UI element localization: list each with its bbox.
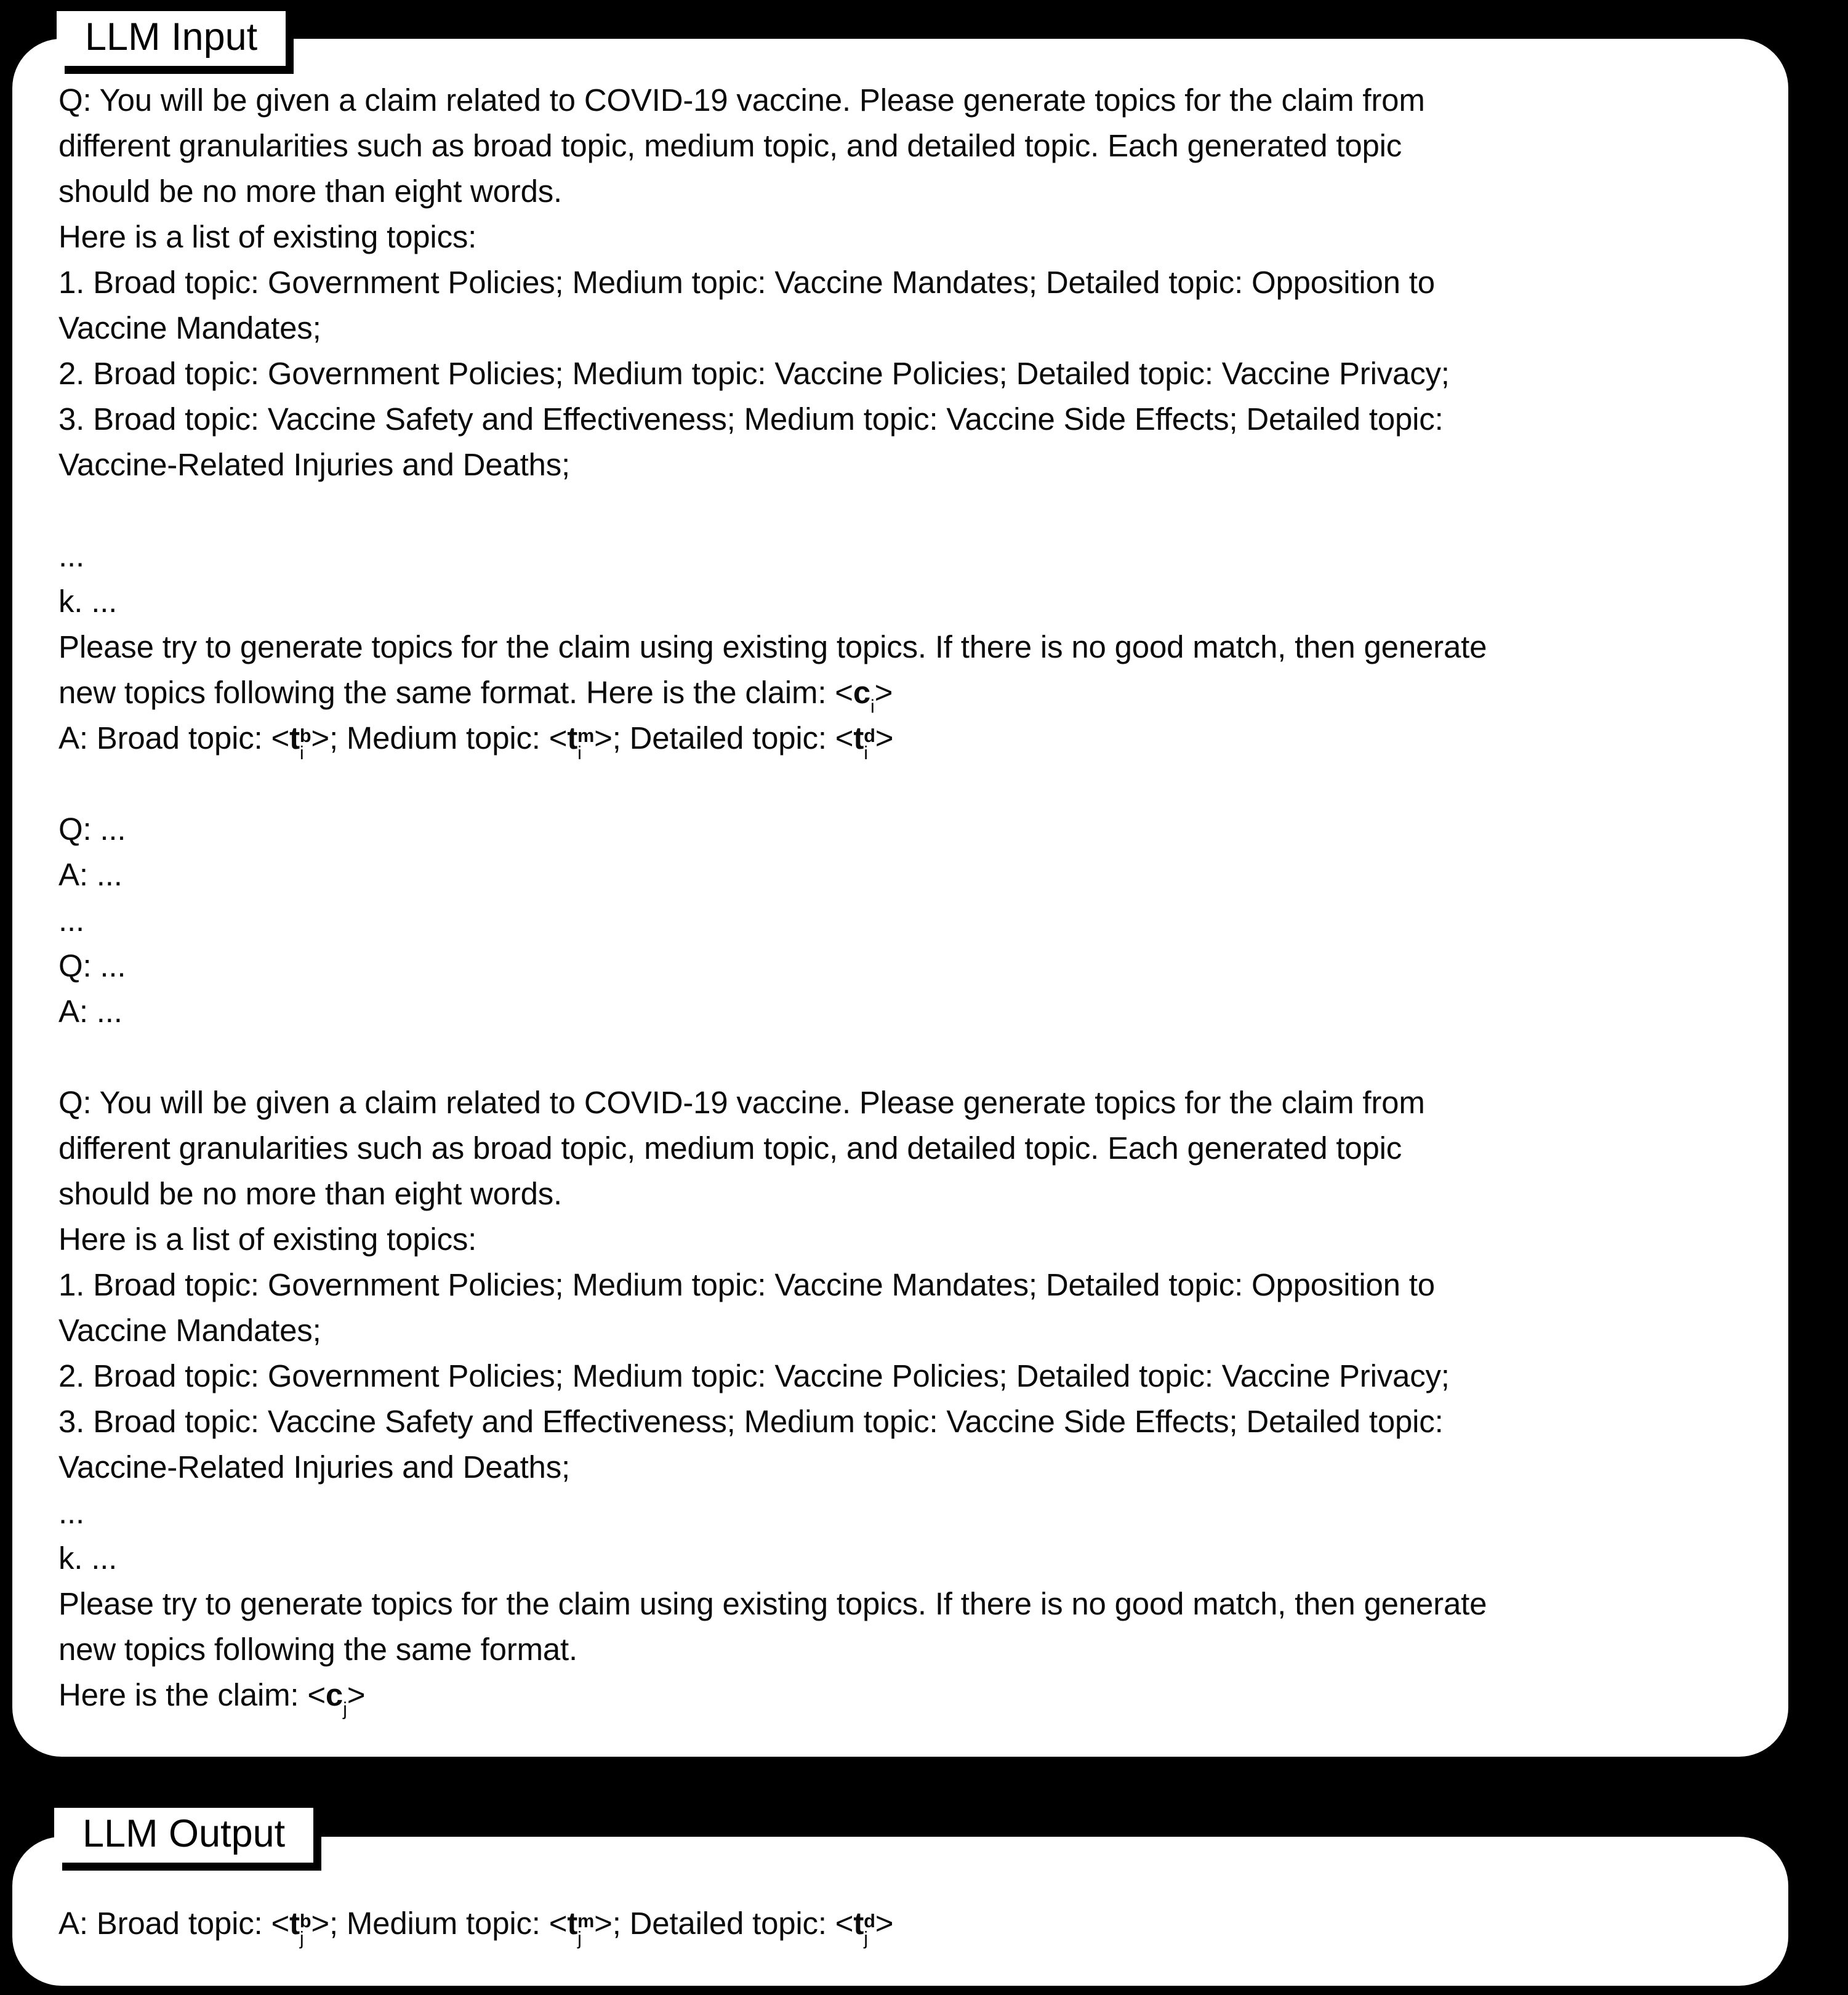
prompt-line: [58, 1126, 1751, 1171]
prompt-line: [58, 898, 1751, 943]
variable-token: t: [289, 720, 300, 756]
text-segment: 2. Broad topic: Government Policies; Medium topic: Vaccine Policies; Detailed topic: Vaccine Privacy;: [58, 1358, 1450, 1393]
llm-input-panel: [12, 39, 1788, 1757]
prompt-line: [58, 397, 1751, 442]
text-segment: >; Detailed topic: <: [594, 720, 854, 756]
text-segment: 1. Broad topic: Government Policies; Medium topic: Vaccine Mandates; Detailed topic: Opposition to: [58, 265, 1435, 300]
prompt-line: [58, 488, 1751, 533]
prompt-line: [58, 807, 1751, 852]
sup-sub-stack: m j: [577, 1910, 595, 1949]
index-subscript: i: [870, 696, 875, 717]
text-segment: Q: ...: [58, 948, 126, 983]
prompt-line: [58, 943, 1751, 989]
text-segment: new topics following the same format. Here is the claim: <: [58, 675, 853, 710]
text-segment: 3. Broad topic: Vaccine Safety and Effectiveness; Medium topic: Vaccine Side Effects; Detailed topic:: [58, 401, 1444, 437]
prompt-line: [58, 1217, 1751, 1262]
variable-token: t: [853, 720, 864, 756]
text-segment: >: [347, 1677, 366, 1712]
prompt-line: [58, 852, 1751, 898]
prompt-line: [58, 579, 1751, 624]
prompt-line: [58, 260, 1751, 305]
variable-token: c: [325, 1677, 343, 1712]
variable-token: c: [853, 675, 871, 710]
text-segment: >: [875, 1906, 894, 1941]
text-segment: Vaccine Mandates;: [58, 310, 321, 345]
prompt-line: [58, 1490, 1751, 1536]
text-segment: A: Broad topic: <: [58, 1906, 290, 1941]
text-segment: Q: ...: [58, 812, 126, 847]
prompt-line: [58, 1171, 1751, 1217]
prompt-line: [58, 624, 1751, 670]
prompt-line: [58, 214, 1751, 260]
sup-sub-stack: b i: [299, 725, 311, 764]
prompt-line: [58, 305, 1751, 351]
prompt-line: [58, 169, 1751, 214]
prompt-line: [58, 1445, 1751, 1490]
text-segment: Vaccine-Related Injuries and Deaths;: [58, 447, 570, 482]
text-segment: Please try to generate topics for the claim using existing topics. If there is no good match, then generate: [58, 629, 1487, 664]
text-segment: different granularities such as broad topic, medium topic, and detailed topic. Each generated topic: [58, 1130, 1402, 1166]
text-segment: different granularities such as broad topic, medium topic, and detailed topic. Each generated topic: [58, 128, 1402, 163]
text-segment: Vaccine-Related Injuries and Deaths;: [58, 1449, 570, 1485]
variable-token: t: [567, 720, 578, 756]
text-segment: ...: [58, 903, 84, 938]
text-segment: >: [874, 675, 893, 710]
sup-sub-stack: b j: [299, 1910, 311, 1949]
text-segment: k. ...: [58, 584, 118, 619]
prompt-line: [58, 442, 1751, 488]
text-segment: >; Medium topic: <: [311, 720, 568, 756]
text-segment: >: [875, 720, 894, 756]
prompt-line: [58, 351, 1751, 397]
prompt-line: [58, 1581, 1751, 1627]
llm-output-label: LLM Output: [54, 1808, 313, 1863]
text-segment: should be no more than eight words.: [58, 1176, 563, 1211]
prompt-line: [58, 989, 1751, 1034]
prompt-line: [58, 123, 1751, 169]
text-segment: Here is a list of existing topics:: [58, 219, 477, 254]
text-segment: new topics following the same format.: [58, 1632, 577, 1667]
text-segment: Vaccine Mandates;: [58, 1313, 321, 1348]
text-segment: Here is the claim: <: [58, 1677, 326, 1712]
prompt-line: [58, 533, 1751, 579]
prompt-line: [58, 1308, 1751, 1353]
prompt-line: [58, 1262, 1751, 1308]
text-segment: >; Medium topic: <: [311, 1906, 568, 1941]
sup-sub-stack: d j: [864, 1910, 875, 1949]
prompt-line: [58, 715, 1751, 764]
prompt-line: [58, 670, 1751, 715]
sup-sub-stack: m i: [577, 725, 595, 764]
text-segment: A: Broad topic: <: [58, 720, 290, 756]
text-segment: ...: [58, 1495, 84, 1530]
text-segment: should be no more than eight words.: [58, 174, 563, 209]
variable-token: t: [853, 1906, 864, 1941]
text-segment: A: ...: [58, 994, 123, 1029]
prompt-line: [58, 1399, 1751, 1445]
prompt-line: [58, 1627, 1751, 1672]
prompt-line: [58, 1901, 1751, 1949]
prompt-line: [58, 1353, 1751, 1399]
variable-token: t: [289, 1906, 300, 1941]
prompt-line: [58, 78, 1751, 123]
text-segment: Q: You will be given a claim related to COVID-19 vaccine. Please generate topics for the claim from: [58, 1085, 1425, 1120]
text-segment: 3. Broad topic: Vaccine Safety and Effectiveness; Medium topic: Vaccine Side Effects; Detailed topic:: [58, 1404, 1444, 1439]
text-segment: >; Detailed topic: <: [594, 1906, 854, 1941]
index-subscript: j: [343, 1698, 347, 1720]
text-segment: 2. Broad topic: Government Policies; Medium topic: Vaccine Policies; Detailed topic: Vaccine Privacy;: [58, 356, 1450, 391]
prompt-line: [58, 1080, 1751, 1126]
text-segment: k. ...: [58, 1541, 118, 1576]
llm-input-label: LLM Input: [57, 11, 286, 66]
prompt-line: [58, 1034, 1751, 1080]
sup-sub-stack: d i: [864, 725, 875, 764]
text-segment: Here is a list of existing topics:: [58, 1222, 477, 1257]
prompt-line: [58, 1536, 1751, 1581]
prompt-line: [58, 761, 1751, 807]
text-segment: Please try to generate topics for the claim using existing topics. If there is no good match, then generate: [58, 1586, 1487, 1621]
text-segment: A: ...: [58, 857, 123, 892]
prompt-line: [58, 1672, 1751, 1718]
text-segment: ...: [58, 538, 84, 573]
text-segment: 1. Broad topic: Government Policies; Medium topic: Vaccine Mandates; Detailed topic: Opposition to: [58, 1267, 1435, 1302]
variable-token: t: [567, 1906, 578, 1941]
text-segment: Q: You will be given a claim related to COVID-19 vaccine. Please generate topics for the claim from: [58, 83, 1425, 118]
